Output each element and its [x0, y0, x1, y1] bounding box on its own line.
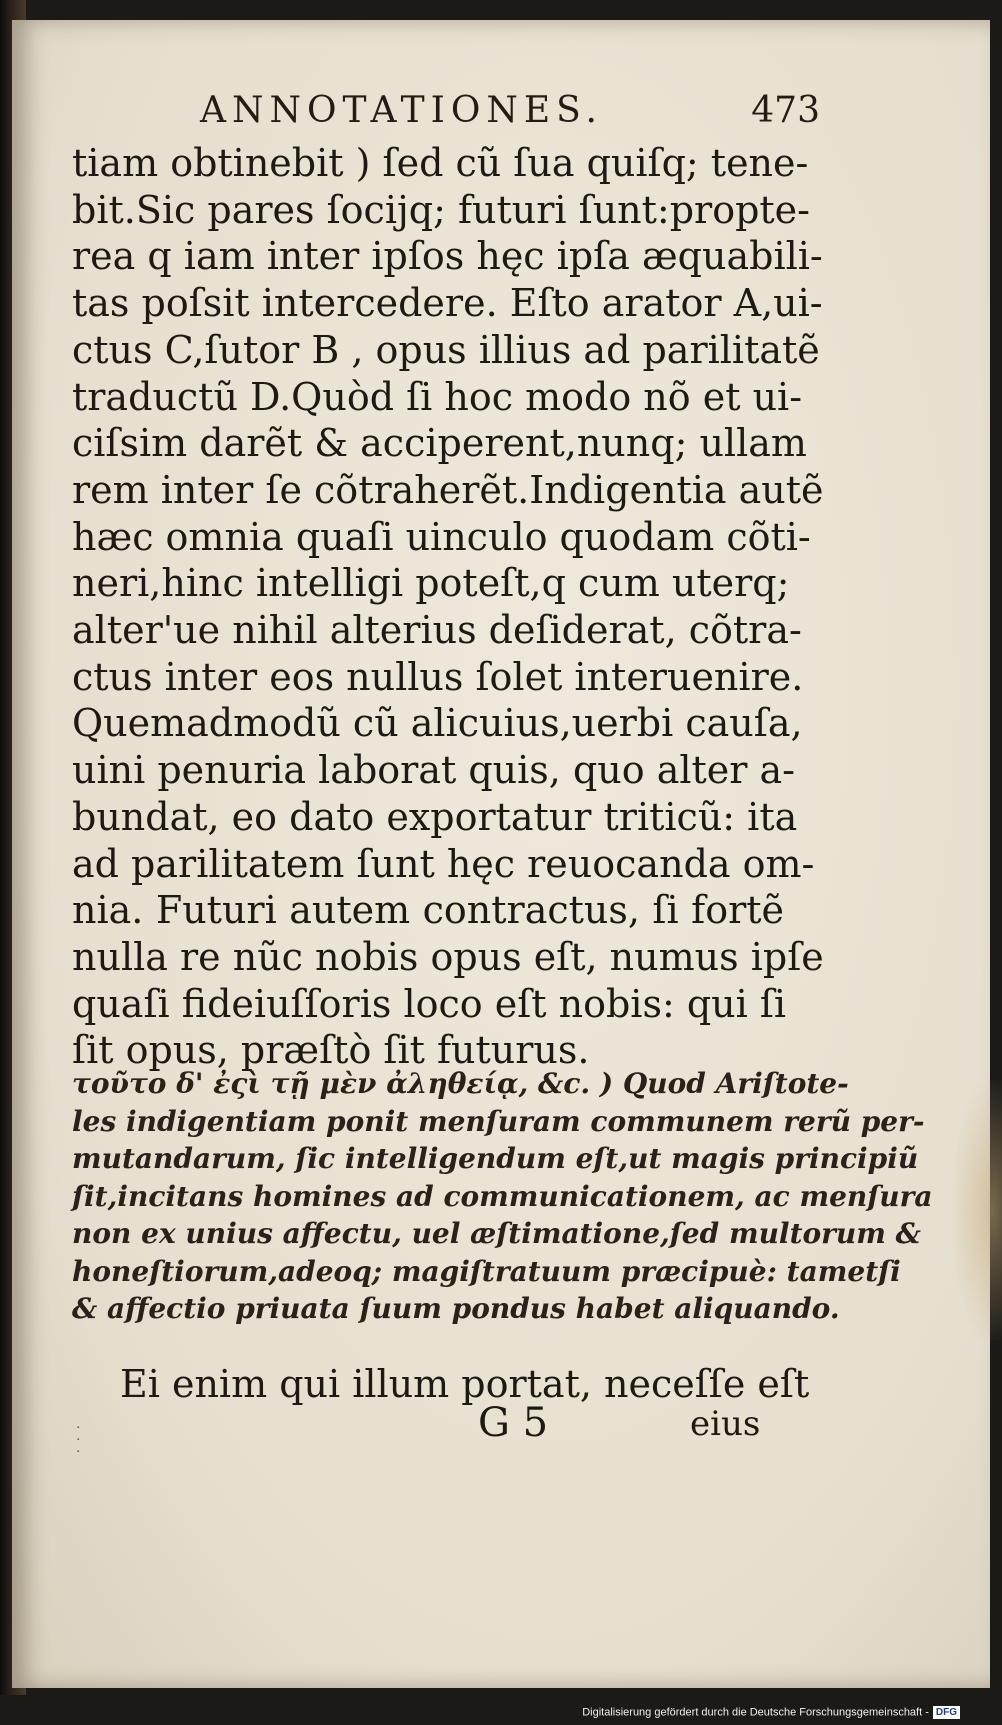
text-line: traductũ D.Quòd ſi hoc modo nõ et ui-: [72, 374, 803, 419]
closing-text-line: Ei enim qui illum portat, neceſſe eſt: [120, 1362, 810, 1406]
commentary-line: τοῦτο δ' ἐςὶ τῇ μὲν ἀληθείᾳ, &c. ) Quod Ariſtote-: [72, 1067, 849, 1100]
digitization-credit: [582, 1706, 960, 1719]
text-line: quaſi fideiuſſoris loco eſt nobis: qui ſi: [72, 981, 787, 1026]
text-line: tiam obtinebit ) ſed cũ ſua quiſq; tene-: [72, 141, 809, 185]
text-line: rem inter ſe cõtraherẽt.Indigentia autẽ: [72, 467, 824, 512]
commentary-line: honeſtiorum,adeoq; magiſtratuum præcipuè: tametſi: [72, 1254, 901, 1288]
page-header: [180, 90, 840, 140]
text-line: hæc omnia quaſi uinculo quodam cõti-: [72, 514, 811, 559]
catchword: eius: [690, 1404, 761, 1444]
text-line: bit.Sic pares ſocijq; futuri ſunt:propte-: [72, 187, 811, 232]
commentary-line: & affectio priuata ſuum pondus habet aliquando.: [72, 1292, 840, 1325]
text-line: uini penuria laborat quis, quo alter a-: [72, 748, 796, 793]
text-line: neri,hinc intelligi poteſt,q cum uterq;: [72, 561, 790, 606]
commentary-line: les indigentiam ponit menſuram communem rerũ per-: [72, 1104, 925, 1138]
paper-speck-icon: · · ·: [76, 1420, 81, 1460]
text-line: ad parilitatem ſunt hęc reuocanda om-: [72, 841, 815, 886]
page-number: 473: [751, 90, 820, 131]
signature-mark: G 5: [478, 1400, 549, 1446]
text-line: alter'ue nihil alterius deſiderat, cõtra-: [72, 608, 802, 653]
commentary-line: mutandarum, ſic intelligendum eſt,ut magis principiũ: [72, 1142, 919, 1175]
text-line: ctus inter eos nullus ſolet interuenire.: [72, 654, 804, 699]
text-line: nia. Futuri autem contractus, ſi fortẽ: [72, 888, 784, 933]
credit-text: Digitalisierung gefördert durch die Deutsche Forschungsgemeinschaft -: [582, 1706, 929, 1719]
dfg-logo: DFG: [933, 1706, 960, 1719]
commentary-block: [72, 1065, 933, 1328]
text-line: Quemadmodũ cũ alicuius,uerbi cauſa,: [72, 701, 803, 746]
paper-stain: [952, 1080, 1002, 1340]
main-text-block: [72, 140, 824, 1074]
commentary-line: non ex unius affectu, uel æſtimatione,ſed multorum &: [72, 1217, 921, 1250]
text-line: bundat, eo dato exportatur triticũ: ita: [72, 794, 798, 839]
commentary-line: ſit,incitans homines ad communicationem, ac menſura: [72, 1179, 933, 1213]
running-head: ANNOTATIONES.: [200, 90, 603, 131]
text-line: ciſsim darẽt & acciperent,nunq; ullam: [72, 421, 807, 466]
text-line: rea q iam inter ipſos hęc ipſa æquabili-: [72, 234, 823, 279]
text-line: nulla re nũc nobis opus eſt, numus ipſe: [72, 934, 824, 979]
text-line: tas poſsit intercedere. Eſto arator A,ui-: [72, 281, 823, 326]
text-line: ſit opus, præſtò ſit futurus.: [72, 1028, 590, 1073]
text-line: ctus C,ſutor B , opus illius ad parilitatẽ: [72, 327, 820, 372]
